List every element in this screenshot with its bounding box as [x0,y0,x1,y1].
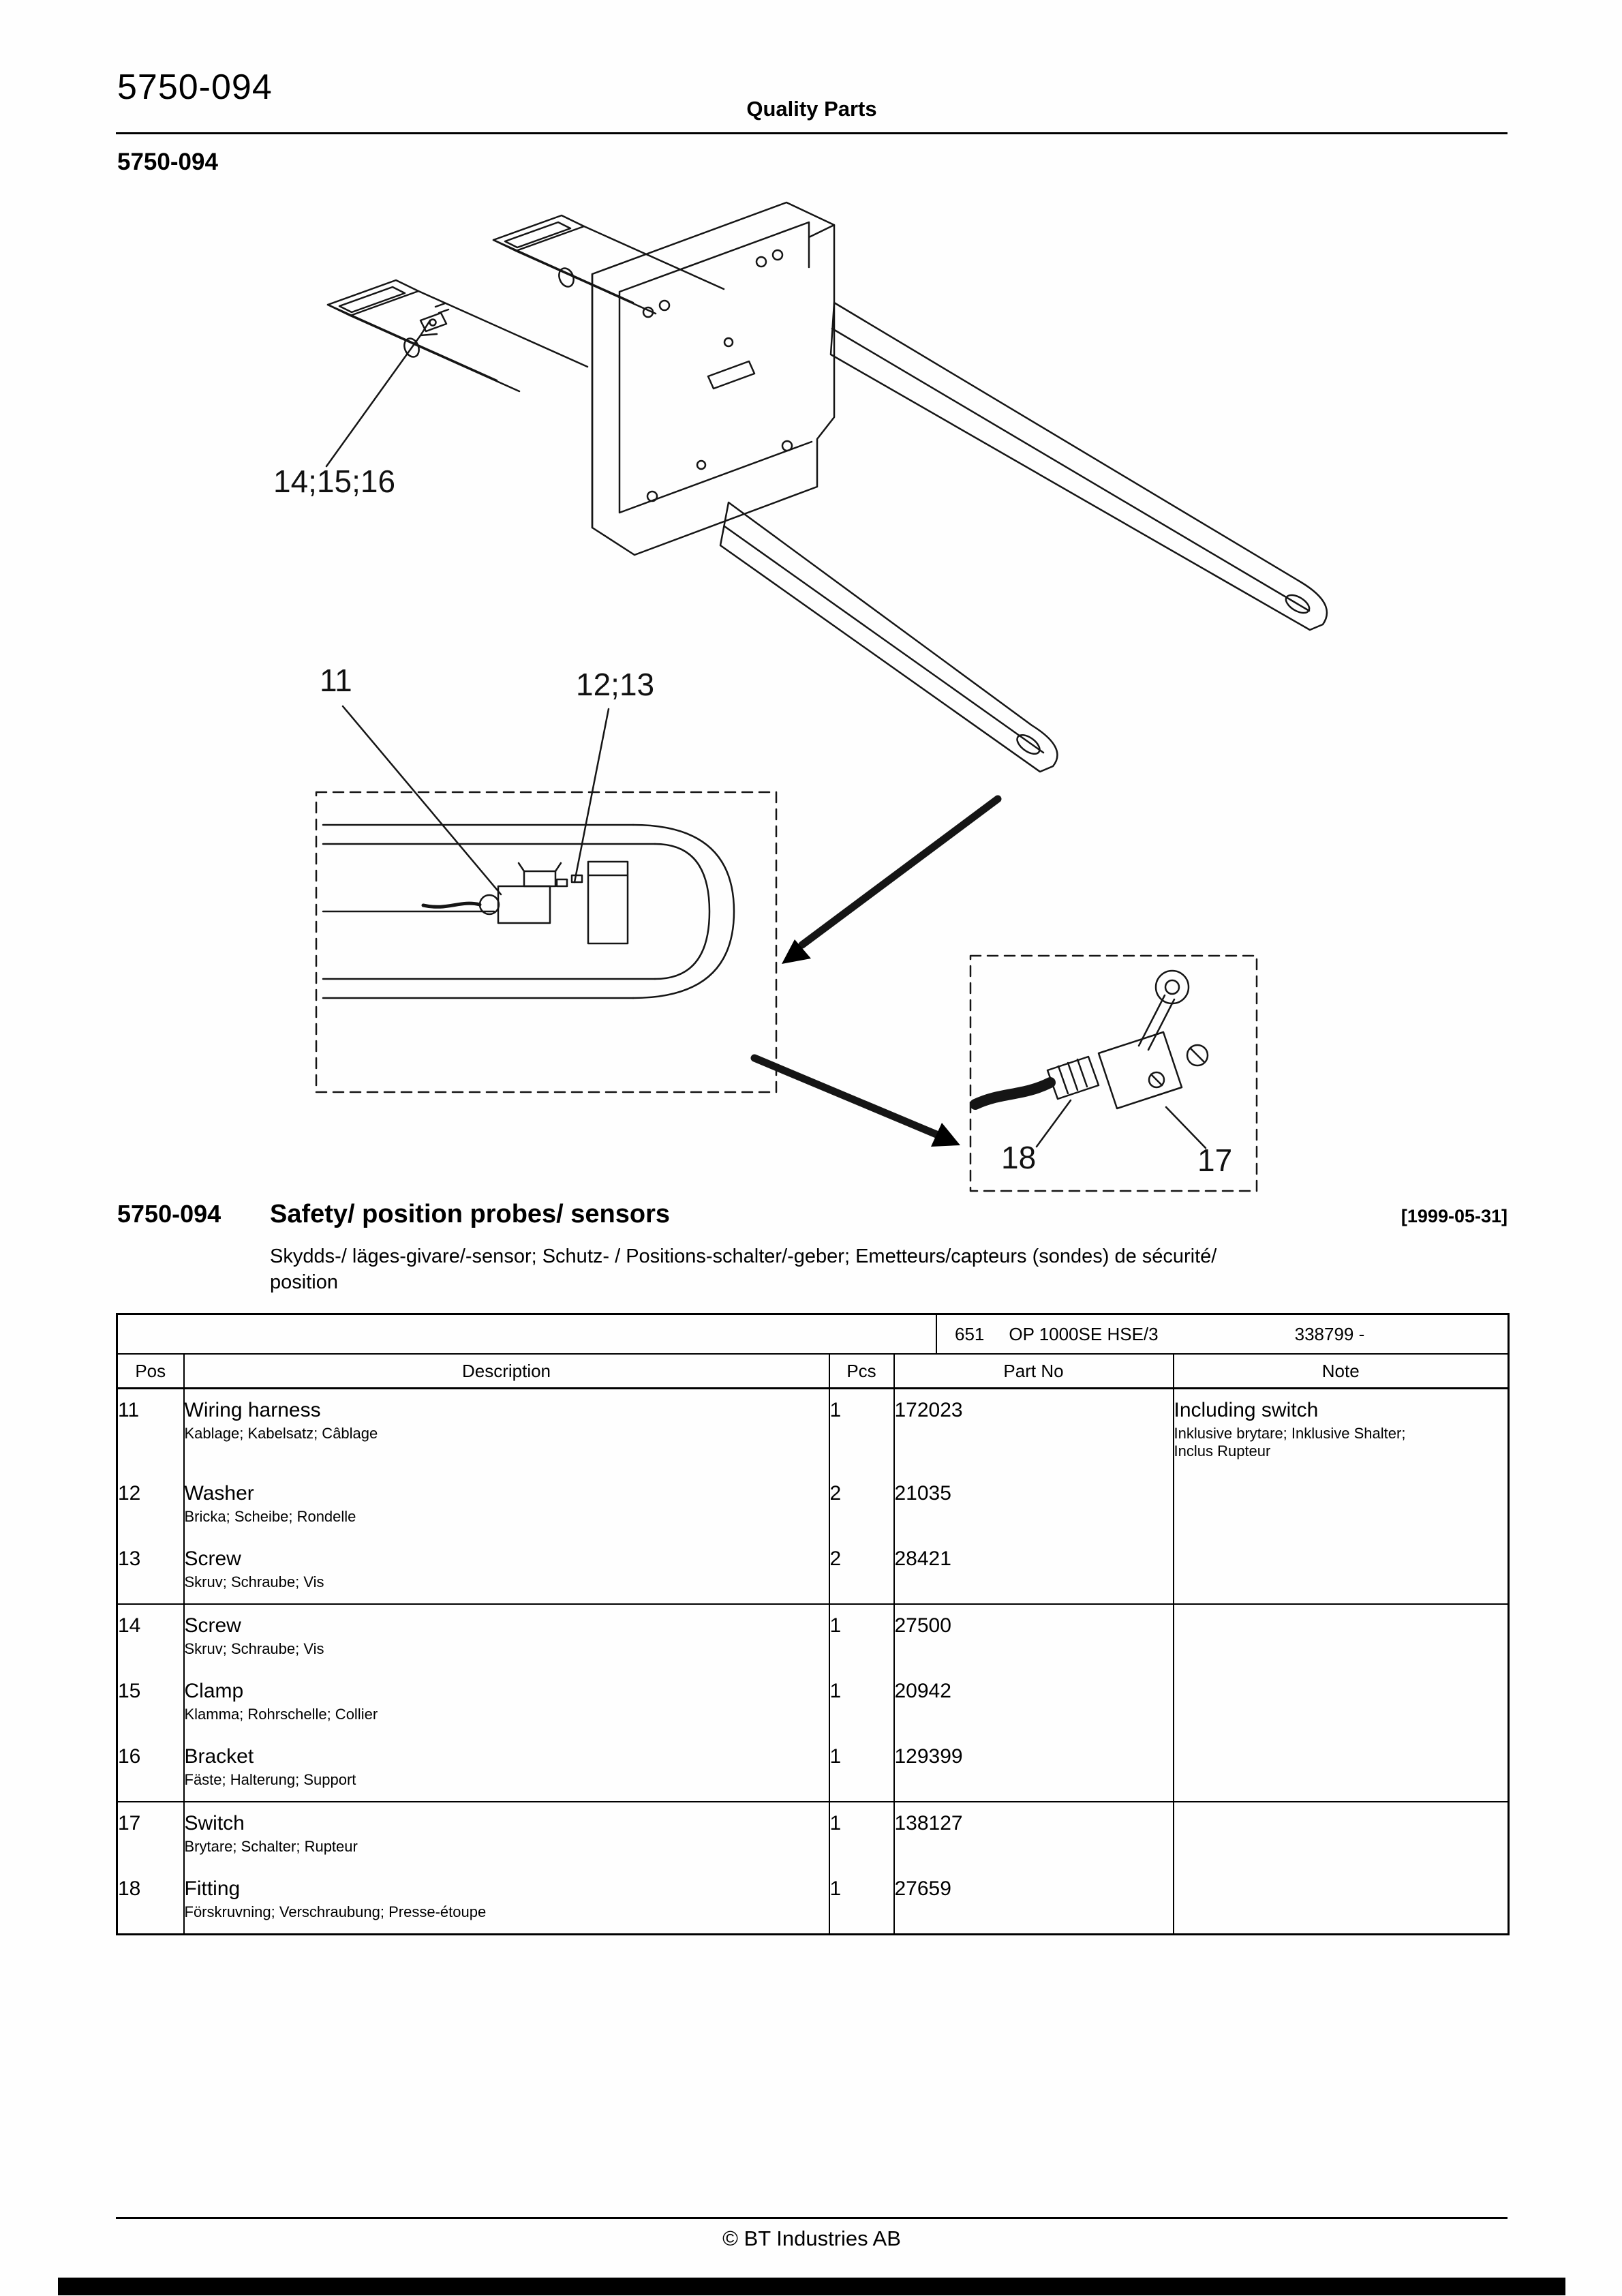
model-row [117,1314,1509,1355]
figure-label-11: 11 [320,663,352,698]
description-cell: Fitting Förskruvning; Verschraubung; Presse-étoupe [184,1868,829,1935]
section-number: 5750-094 [117,1200,221,1228]
description-cell: Clamp Klamma; Rohrschelle; Collier [184,1670,829,1736]
note-cell [1174,1802,1509,1868]
parts-table [116,1313,1510,1935]
pcs-cell: 1 [829,1736,894,1802]
clamp-parts [420,303,448,331]
fork-right [831,303,1327,630]
leader-14-15-16 [326,320,437,466]
table-row [117,1389,1509,1473]
pcs-cell: 1 [829,1670,894,1736]
description-cell: Wiring harness Kablage; Kabelsatz; Câblage [184,1389,829,1473]
part-no-cell: 28421 [894,1538,1174,1604]
note-cell [1174,1736,1509,1802]
part-no-cell: 27659 [894,1868,1174,1935]
pcs-cell: 1 [829,1868,894,1935]
column-header-part-no: Part No [894,1354,1174,1389]
part-no-cell: 172023 [894,1389,1174,1473]
description-cell: Washer Bricka; Scheibe; Rondelle [184,1472,829,1538]
part-no-cell: 129399 [894,1736,1174,1802]
table-row [117,1802,1509,1868]
parts-table-body [117,1389,1509,1935]
arrow-to-sensor-detail [782,799,998,964]
figure-label-group-14-15-16: 14;15;16 [273,464,396,499]
pos-cell: 14 [117,1604,184,1670]
note-cell [1174,1670,1509,1736]
note-cell [1174,1472,1509,1538]
column-header-row [117,1354,1509,1389]
leader-18 [1037,1100,1071,1147]
pos-cell: 13 [117,1538,184,1604]
pos-cell: 17 [117,1802,184,1868]
note-cell [1174,1868,1509,1935]
description-cell: Screw Skruv; Schraube; Vis [184,1538,829,1604]
pos-cell: 18 [117,1868,184,1935]
table-row [117,1604,1509,1670]
column-header-description: Description [184,1354,829,1389]
pcs-cell: 1 [829,1389,894,1473]
figure-number: 5750-094 [117,149,218,175]
model-serial-range: 338799 - [1294,1323,1365,1344]
lever-roller [1156,971,1189,1003]
pcs-cell: 2 [829,1538,894,1604]
footer-text: © BT Industries AB [722,2226,901,2250]
table-row [117,1868,1509,1935]
page-header-title: Quality Parts [746,97,877,121]
detail-box-sensor [316,792,776,1092]
fork-left [720,502,1057,772]
table-row [117,1670,1509,1736]
section-title: Safety/ position probes/ sensors [270,1200,671,1228]
figure-label-group-12-13: 12;13 [576,667,655,702]
description-cell: Bracket Fäste; Halterung; Support [184,1736,829,1802]
pos-cell: 12 [117,1472,184,1538]
pcs-cell: 1 [829,1604,894,1670]
scan-artifact-bar [58,2278,1565,2295]
pos-cell: 11 [117,1389,184,1473]
footer-rule [116,2217,1508,2219]
figure-label-17: 17 [1197,1143,1233,1178]
leader-12-13 [575,709,609,882]
fork-pocket-upper [493,215,724,314]
pcs-cell: 2 [829,1472,894,1538]
arrow-to-switch-detail [754,1058,960,1147]
leader-17 [1166,1107,1206,1148]
part-no-cell: 27500 [894,1604,1174,1670]
leader-11 [343,706,501,894]
part-no-cell: 138127 [894,1802,1174,1868]
cable [975,1083,1050,1104]
column-header-pcs: Pcs [829,1354,894,1389]
section-subtitle: Skydds-/ läges-givare/-sensor; Schutz- / Positions-schalter/-geber; Emetteurs/capteurs (sondes) de sécurité/ position [270,1245,1217,1294]
column-header-note: Note [1174,1354,1509,1389]
column-header-pos: Pos [117,1354,184,1389]
exploded-view-figure [115,172,1507,1194]
carriage-frame [592,202,834,555]
note-cell [1174,1538,1509,1604]
model-name: OP 1000SE HSE/3 [1009,1323,1159,1344]
part-no-cell: 20942 [894,1670,1174,1736]
pcs-cell: 1 [829,1802,894,1868]
description-cell: Switch Brytare; Schalter; Rupteur [184,1802,829,1868]
model-code: 651 [955,1323,985,1344]
section-heading [117,1200,1508,1229]
table-row [117,1538,1509,1604]
note-cell [1174,1604,1509,1670]
pos-cell: 15 [117,1670,184,1736]
pos-cell: 16 [117,1736,184,1802]
note-cell: Including switch Inklusive brytare; Inklusive Shalter; Inclus Rupteur [1174,1399,1406,1460]
page-doc-number: 5750-094 [117,67,273,107]
table-row [117,1736,1509,1802]
part-no-cell: 21035 [894,1472,1174,1538]
description-cell: Screw Skruv; Schraube; Vis [184,1604,829,1670]
model-row-spacer [118,1315,937,1353]
section-date: [1999-05-31] [1401,1206,1508,1226]
fork-pocket-lower [328,280,587,391]
header-rule [116,132,1508,134]
figure-label-18: 18 [1001,1140,1037,1175]
table-row [117,1472,1509,1538]
